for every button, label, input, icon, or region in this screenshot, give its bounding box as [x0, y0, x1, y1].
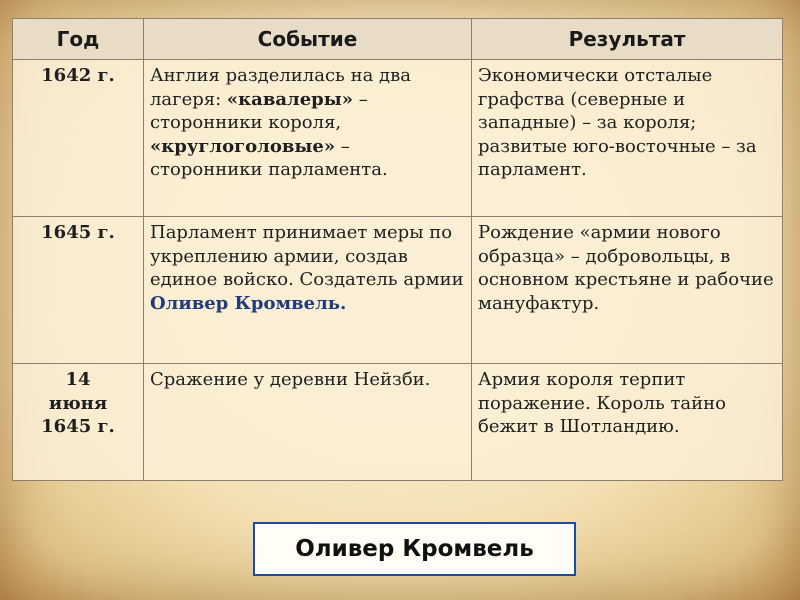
caption-text: Оливер Кромвель	[295, 536, 534, 562]
header-result: Результат	[472, 19, 783, 60]
event-text: – сторонники короля,	[150, 88, 368, 133]
table-row	[13, 217, 783, 364]
result-cell: Армия короля терпит поражение. Король тайно бежит в Шотландию.	[472, 364, 783, 481]
event-cell: Сражение у деревни Нейзби.	[144, 364, 472, 481]
cromwell-name: Оливер Кромвель.	[150, 292, 347, 314]
year-line-month: июня	[48, 392, 108, 414]
header-year: Год	[13, 19, 144, 60]
year-cell	[13, 364, 144, 481]
year-line-day: 14	[65, 369, 91, 390]
event-text: – сторонники парламента.	[150, 135, 388, 180]
event-text: Парламент принимает меры по укреплению армии, создав единое войско. Создатель армии	[150, 222, 464, 290]
result-cell: Рождение «армии нового образца» – добровольцы, в основном крестьяне и рабочие мануфактур.	[472, 217, 783, 364]
event-text: Англия разделилась на два лагеря:	[150, 65, 411, 110]
caption-box	[253, 522, 576, 576]
event-cell	[144, 60, 472, 217]
year-cell: 1645 г.	[13, 217, 144, 364]
year-line-year: 1645 г.	[41, 416, 115, 437]
cavaliers-term: «кавалеры»	[226, 88, 354, 110]
table-header-row	[13, 19, 783, 60]
roundheads-term: «круглоголовые»	[150, 135, 336, 157]
history-table	[12, 18, 783, 481]
event-cell	[144, 217, 472, 364]
year-cell: 1642 г.	[13, 60, 144, 217]
table-row	[13, 60, 783, 217]
table-row	[13, 364, 783, 481]
result-cell: Экономически отсталые графства (северные и западные) – за короля; развитые юго-восточные – за парламент.	[472, 60, 783, 217]
header-event: Событие	[144, 19, 472, 60]
